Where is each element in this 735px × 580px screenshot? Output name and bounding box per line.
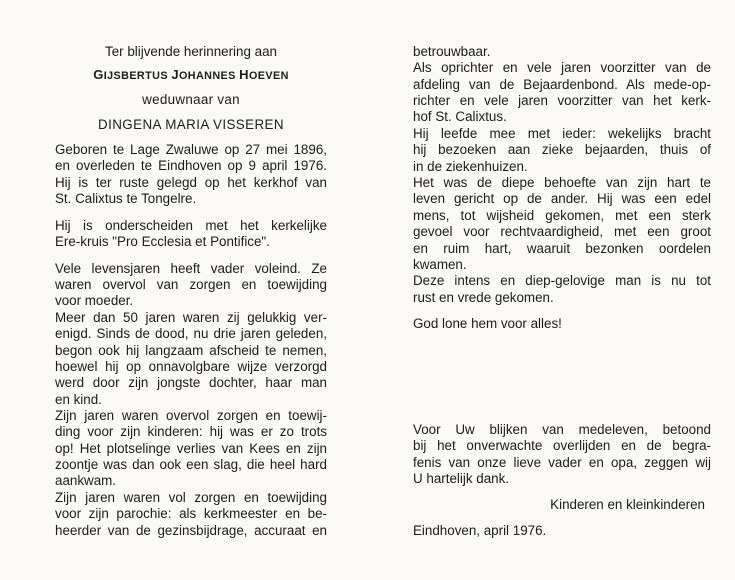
text-line: bij het onverwachte overlijden en de begra- [413, 438, 711, 453]
name-initial: H [239, 67, 249, 82]
text-line: Vele levensjaren heeft vader voleind. Ze [55, 261, 327, 276]
text-line: mens, tot wijsheid gekomen, met een sterk [413, 208, 711, 223]
widower-text: weduwnaar van [142, 92, 240, 107]
text-line: Zijn jaren waren vol zorgen en toewijding [55, 490, 327, 505]
text-line: Deze intens en diep-gelovige man is nu tot [413, 273, 711, 288]
text-line: Meer dan 50 jaren waren zij gelukkig ver- [55, 310, 327, 325]
text-line: Geboren te Lage Zwaluwe op 27 mei 1896, [55, 142, 327, 157]
text-line: hoewel hij op onnavolgbare wijze verzorgd [55, 359, 327, 374]
text-line: Zijn jaren waren overvol zorgen en toewij- [55, 408, 327, 423]
name-initial: J [171, 67, 179, 82]
text-line: en kind. [55, 392, 102, 407]
text-line: afdeling van de Bejaardenbond. Als mede-op- [413, 77, 711, 92]
name-initial: G [93, 67, 104, 82]
text-line: en ruim hart, waaruit bezonken oordelen [413, 241, 711, 256]
wife-name: DINGENA MARIA VISSEREN [98, 117, 284, 132]
closing-blessing: God lone hem voor alles! [413, 316, 562, 331]
text-line: gevoel voor rechtvaardigheid, met een groot [413, 224, 711, 239]
text-line: ding voor zijn kinderen: hij was er zo trots [55, 424, 327, 439]
text-line: Ere-kruis "Pro Ecclesia et Pontifice". [55, 234, 270, 249]
text-line: werd door zijn jongste dochter, haar man [55, 375, 327, 390]
text-line: heerder van de gezinsbijdrage, accuraat en [55, 523, 327, 538]
text-line: St. Calixtus te Tongelre. [55, 191, 197, 206]
text-line: betrouwbaar. [413, 44, 491, 59]
deceased-name [55, 67, 327, 85]
text-line: kwamen. [413, 257, 467, 272]
text-line: hof St. Calixtus. [413, 109, 507, 124]
text-line: Als oprichter en vele jaren voorzitter van de [413, 60, 711, 75]
text-line: begon ook hij langzaam afscheid te nemen, [55, 343, 327, 358]
text-line: zoontje was dan ook een slag, die heel hard [55, 457, 327, 472]
text-line: voor zijn parochie: als kerkmeester en be- [55, 506, 327, 521]
name-part: OEVEN [248, 70, 289, 82]
text-line: Hij is ter ruste gelegd op het kerkhof van [55, 175, 327, 190]
text-line: Hij leefde mee met ieder: wekelijks bracht [413, 126, 711, 141]
text-line: hij bezoeken aan zieke bejaarden, thuis of [413, 142, 711, 157]
intro-text: Ter blijvende herinnering aan [105, 44, 277, 59]
text-line: voor moeder. [55, 293, 134, 308]
place-date: Eindhoven, april 1976. [413, 523, 547, 538]
text-line: leven gericht op de ander. Hij was een edel [413, 191, 711, 206]
text-line: U hartelijk dank. [413, 471, 510, 486]
text-line: enigd. Sinds de dood, nu drie jaren geleden, [55, 326, 327, 341]
text-line: Voor Uw blijken van medeleven, betoond [413, 422, 711, 437]
text-line: Hij is onderscheiden met het kerkelijke [55, 218, 327, 233]
text-line: en overleden te Eindhoven op 9 april 1976. [55, 158, 327, 173]
text-line: richter en vele jaren voorzitter van het kerk- [413, 93, 711, 108]
text-line: rust en vrede gekomen. [413, 290, 554, 305]
text-line: aankwam. [55, 473, 117, 488]
text-line: fenis van onze lieve vader en opa, zeggen wij [413, 455, 711, 470]
text-line: op! Het plotselinge verlies van Kees en zijn [55, 441, 327, 456]
signature-family: Kinderen en kleinkinderen [550, 497, 705, 512]
name-part: OHANNES [178, 70, 240, 82]
name-part: IJSBERTUS [103, 70, 172, 82]
text-line: Het was de diepe behoefte van zijn hart te [413, 175, 711, 190]
text-line: waren overvol van zorgen en toewijding [55, 277, 327, 292]
text-line: in de ziekenhuizen. [413, 159, 528, 174]
